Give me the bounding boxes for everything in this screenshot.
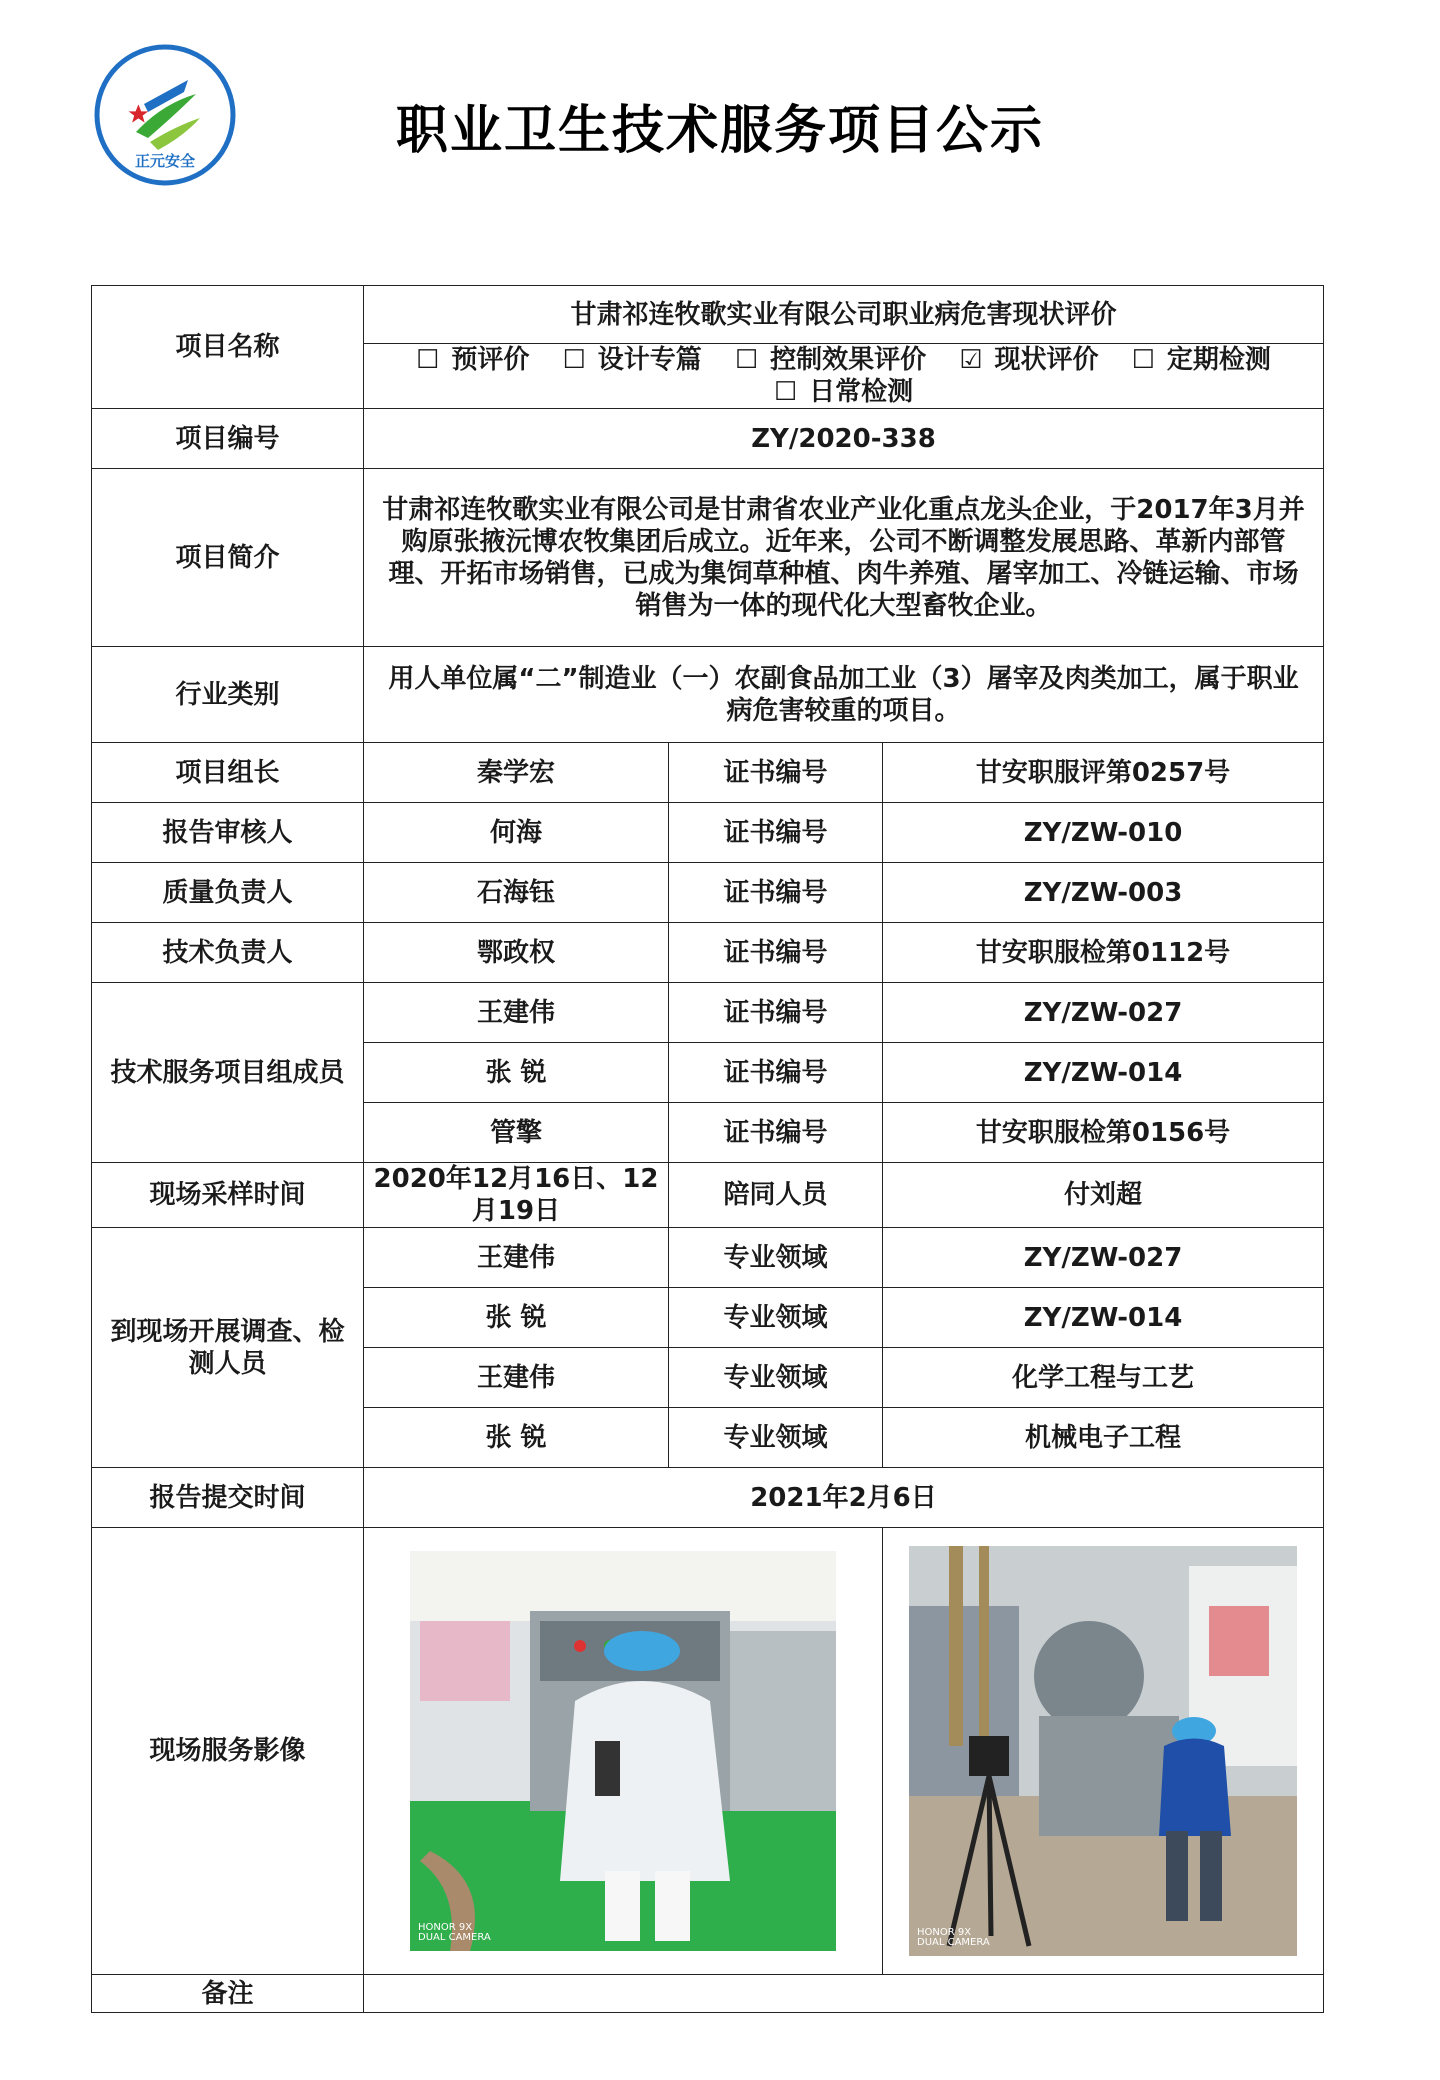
camera-watermark: HONOR 9X DUAL CAMERA xyxy=(418,1922,491,1943)
page-title: 职业卫生技术服务项目公示 xyxy=(395,101,1044,161)
tech-label: 技术负责人 xyxy=(92,923,364,983)
reviewer-label: 报告审核人 xyxy=(92,803,364,863)
quality-label: 质量负责人 xyxy=(92,863,364,923)
sampling-time-label: 现场采样时间 xyxy=(92,1163,364,1228)
field-label: 专业领域 xyxy=(669,1408,883,1468)
type-option: ☐ 设计专篇 xyxy=(562,345,702,375)
photos-label: 现场服务影像 xyxy=(92,1528,364,1975)
project-name-label: 项目名称 xyxy=(92,286,364,409)
onsite-field: 化学工程与工艺 xyxy=(883,1348,1324,1408)
onsite-name: 张 锐 xyxy=(364,1288,669,1348)
industry-value: 用人单位属“二”制造业（一）农副食品加工业（3）屠宰及肉类加工，属于职业病危害较重的项目。 xyxy=(364,647,1324,743)
member-name: 张 锐 xyxy=(364,1043,669,1103)
note-label: 备注 xyxy=(92,1975,364,2013)
project-intro: 甘肃祁连牧歌实业有限公司是甘肃省农业产业化重点龙头企业，于2017年3月并购原张掖沅博农牧集团后成立。近年来，公司不断调整发展思路、革新内部管理、开拓市场销售，已成为集饲草种植、肉牛养殖、屠宰加工、冷链运输、市场销售为一体的现代化大型畜牧企业。 xyxy=(364,469,1324,647)
reviewer-cert: ZY/ZW-010 xyxy=(883,803,1324,863)
report-label: 报告提交时间 xyxy=(92,1468,364,1528)
site-photo-2 xyxy=(909,1546,1297,1956)
sampling-time: 2020年12月16日、12月19日 xyxy=(364,1163,669,1228)
cert-label: 证书编号 xyxy=(669,1043,883,1103)
onsite-label: 到现场开展调查、检测人员 xyxy=(92,1228,364,1468)
project-type-options xyxy=(364,344,1324,409)
cert-label: 证书编号 xyxy=(669,803,883,863)
onsite-field: 机械电子工程 xyxy=(883,1408,1324,1468)
project-name: 甘肃祁连牧歌实业有限公司职业病危害现状评价 xyxy=(364,286,1324,344)
field-label: 专业领域 xyxy=(669,1288,883,1348)
member-cert: 甘安职服检第0156号 xyxy=(883,1103,1324,1163)
cert-label: 证书编号 xyxy=(669,863,883,923)
accompany-name: 付刘超 xyxy=(883,1163,1324,1228)
cert-label: 证书编号 xyxy=(669,923,883,983)
member-name: 管擎 xyxy=(364,1103,669,1163)
note-value xyxy=(364,1975,1324,2013)
members-label: 技术服务项目组成员 xyxy=(92,983,364,1163)
onsite-name: 张 锐 xyxy=(364,1408,669,1468)
type-option: ☐ 定期检测 xyxy=(1131,345,1271,375)
tech-name: 鄂政权 xyxy=(364,923,669,983)
accompany-label: 陪同人员 xyxy=(669,1163,883,1228)
photo-cell-2 xyxy=(883,1528,1324,1975)
photo-cell-1 xyxy=(364,1528,883,1975)
logo-text: 正元安全 xyxy=(134,152,196,170)
member-name: 王建伟 xyxy=(364,983,669,1043)
site-photo-1 xyxy=(410,1551,836,1951)
type-option: ☐ 预评价 xyxy=(416,345,530,375)
onsite-name: 王建伟 xyxy=(364,1228,669,1288)
field-label: 专业领域 xyxy=(669,1348,883,1408)
camera-watermark: HONOR 9X DUAL CAMERA xyxy=(917,1927,990,1948)
checkbox-icon: ☐ xyxy=(562,345,586,375)
reviewer-name: 何海 xyxy=(364,803,669,863)
checkbox-icon: ☐ xyxy=(1131,345,1155,375)
leader-name: 秦学宏 xyxy=(364,743,669,803)
project-intro-label: 项目简介 xyxy=(92,469,364,647)
project-number: ZY/2020-338 xyxy=(364,409,1324,469)
onsite-name: 王建伟 xyxy=(364,1348,669,1408)
checkbox-icon: ☐ xyxy=(734,345,759,375)
tech-cert: 甘安职服检第0112号 xyxy=(883,923,1324,983)
report-date: 2021年2月6日 xyxy=(364,1468,1324,1528)
field-label: 专业领域 xyxy=(669,1228,883,1288)
leader-cert: 甘安职服评第0257号 xyxy=(883,743,1324,803)
onsite-field: ZY/ZW-027 xyxy=(883,1228,1324,1288)
member-cert: ZY/ZW-027 xyxy=(883,983,1324,1043)
leader-label: 项目组长 xyxy=(92,743,364,803)
project-number-label: 项目编号 xyxy=(92,409,364,469)
quality-name: 石海钰 xyxy=(364,863,669,923)
type-option: ☐ 控制效果评价 xyxy=(734,345,927,375)
cert-label: 证书编号 xyxy=(669,1103,883,1163)
checkbox-icon: ☑ xyxy=(959,345,983,375)
type-option: ☐ 日常检测 xyxy=(773,377,914,407)
member-cert: ZY/ZW-014 xyxy=(883,1043,1324,1103)
info-table xyxy=(91,285,1324,2013)
industry-label: 行业类别 xyxy=(92,647,364,743)
type-option: ☑ 现状评价 xyxy=(959,345,1099,375)
cert-label: 证书编号 xyxy=(669,743,883,803)
quality-cert: ZY/ZW-003 xyxy=(883,863,1324,923)
cert-label: 证书编号 xyxy=(669,983,883,1043)
checkbox-icon: ☐ xyxy=(416,345,440,375)
checkbox-icon: ☐ xyxy=(773,377,798,407)
onsite-field: ZY/ZW-014 xyxy=(883,1288,1324,1348)
